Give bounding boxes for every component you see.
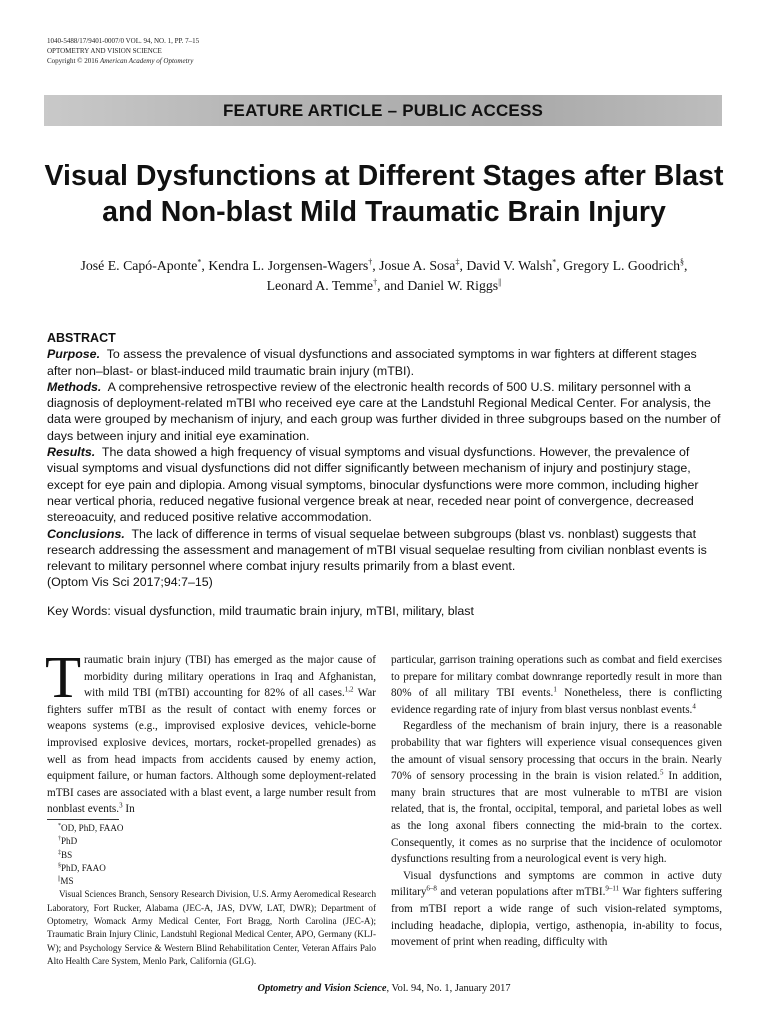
- footnote: ||MS: [58, 876, 74, 887]
- copyright-org: American Academy of Optometry: [99, 57, 194, 65]
- abstract-results: Results. The data showed a high frequency of visual symptoms and visual dysfunctions. However, the prevalence of visual symptoms and visual dysfunctions did not differ significantly between mechanism of injury and postinjury stage, except for eye pain and diplopia. Among visual symptoms, binocular dysfunctions were more common, including higher near vertical phoria, reduced negative fusional vergence break at near, receded near point of convergence, decreased stereoacuity, and reduced positive relative accommodation.: [47, 445, 699, 525]
- journal-volume-line: 1040-5488/17/9401-0007/0 VOL. 94, NO. 1, PP. 7–15: [47, 37, 200, 45]
- footnote: *OD, PhD, FAAO: [58, 822, 124, 833]
- footnote: ‡BS: [58, 849, 73, 860]
- page-footer: [0, 983, 768, 994]
- journal-meta: [47, 36, 199, 66]
- author: Kendra L. Jorgensen-Wagers†,: [208, 257, 380, 273]
- footnote: §PhD, FAAO: [58, 862, 106, 873]
- footer-journal: Optometry and Vision Science: [257, 983, 387, 994]
- footnotes: [47, 822, 376, 968]
- body-paragraph: Visual dysfunctions and symptoms are common in active duty military$^{6-8}$ and veteran populations after mTBI.$^{9-11}$ War fighters suffering from mTBI report a wide range of such vision-related symptoms, including headache, diplopia, vertigo, asthenopia, in-ability to focus, movement of print when reading, difficulty with: [391, 869, 722, 949]
- abstract: [47, 330, 723, 591]
- feature-banner-label: FEATURE ARTICLE – PUBLIC ACCESS: [222, 100, 544, 120]
- article-title: [30, 158, 738, 230]
- author: Leonard A. Temme†, and: [266, 277, 408, 293]
- author: Josue A. Sosa‡,: [379, 257, 467, 273]
- abstract-heading: ABSTRACT: [47, 331, 116, 345]
- copyright-prefix: Copyright © 2016: [47, 57, 100, 65]
- body-paragraph: Traumatic brain injury (TBI) has emerged as the major cause of morbidity during military operations in Iraq and Afghanistan, with mild TBI (mTBI) accounting for 82% of all cases.$^{1,2}$ War fighters suffer mTBI as the result of contact with enemy forces or weapons systems (e.g., improvised explosive devices, vehicle-borne improvised explosive devices, mortars, rocket-propelled grenades) as well as from head impacts from accidents caused by enemy action, equipment failure, or human factors. Although some deployment-related mTBI cases are associated with a blast event, a large number result from nonblast events.$^3$ In: [45, 644, 376, 816]
- author-list: [40, 256, 728, 296]
- footer-issue: , Vol. 94, No. 1, January 2017: [386, 983, 511, 994]
- author: Daniel W. Riggs||: [407, 277, 502, 293]
- author: José E. Capó-Aponte*,: [80, 257, 209, 273]
- body-paragraph: Regardless of the mechanism of brain injury, there is a reasonable probability that war fighters will experience visual consequences given the amount of visual sensory processing that occurs in the brain. Nearly 70% of sensory processing in the brain is vision related.$^5$ In addition, many brain structures that are most vulnerable to mTBI are vision related, that is, the frontal, occipital, temporal, and parietal lobes as well as the long axonal fibers connecting the mid-brain to the cortex. Consequently, it comes as no surprise that the incidence of oculomotor dysfunctions resulting from a neurological event is very high.: [391, 720, 722, 866]
- footnote: †PhD: [58, 836, 78, 847]
- body-column-right: [391, 652, 722, 951]
- keywords: Key Words: visual dysfunction, mild traumatic brain injury, mTBI, military, blast: [47, 604, 474, 618]
- body-column-left: [45, 644, 376, 818]
- abstract-conclusions: Conclusions. The lack of difference in terms of visual sequelae between subgroups (blast vs. nonblast) suggests that research addressing the assessment and management of mTBI visual sequelae resulting from civilian nonblast events is relevant to military personnel where combat injury results primarily from a blast event.: [47, 526, 707, 574]
- body-paragraph: particular, garrison training operations such as combat and field exercises to prepare for military combat downrange reportedly result in more than 80% of all military TBI events.$^1$ Nonetheless, there is conflicting evidence regarding rate of injury from blast versus nonblast events.$^4$: [391, 654, 723, 716]
- author: Gregory L. Goodrich§,: [563, 257, 688, 273]
- footnote-divider: [47, 819, 119, 820]
- abstract-citation: (Optom Vis Sci 2017;94:7–15): [47, 575, 213, 590]
- title-line-2: and Non-blast Mild Traumatic Brain Injury: [102, 196, 666, 228]
- affiliations: Visual Sciences Branch, Sensory Research Division, U.S. Army Aeromedical Research Laboratory, Fort Rucker, Alabama (JEC-A, JAS, DVW, LAT, DWR); Department of Optometry, Womack Army Medical Center, Fort Bragg, North Carolina (JEC-A); Traumatic Brain Injury Clinic, Landstuhl Regional Medical Center, APO, Germany (KLJ-W); and Psychology Service & Western Blind Rehabilitation Center, Veteran Affairs Palo Alto Health Care System, Menlo Park, California (GLG).: [47, 889, 376, 966]
- title-line-1: Visual Dysfunctions at Different Stages after Blast: [44, 160, 724, 192]
- drop-cap: T: [45, 644, 82, 710]
- abstract-methods: Methods. A comprehensive retrospective review of the electronic health records of 500 U.S. military personnel with a diagnosis of deployment-related mTBI who received eye care at the Landstuhl Regional Medical Center. For analysis, the data were grouped by mechanism of injury, and each group was further divided in three subgroups based on the number of days between injury and initial eye examination.: [47, 379, 721, 443]
- journal-name-line: OPTOMETRY AND VISION SCIENCE: [47, 47, 162, 55]
- author: David V. Walsh*,: [466, 257, 564, 273]
- feature-banner: [44, 95, 722, 126]
- copyright-line: [47, 56, 199, 66]
- abstract-purpose: Purpose. To assess the prevalence of visual dysfunctions and associated symptoms in war fighters at different stages after non–blast- or blast-induced mild traumatic brain injury (mTBI).: [47, 347, 697, 378]
